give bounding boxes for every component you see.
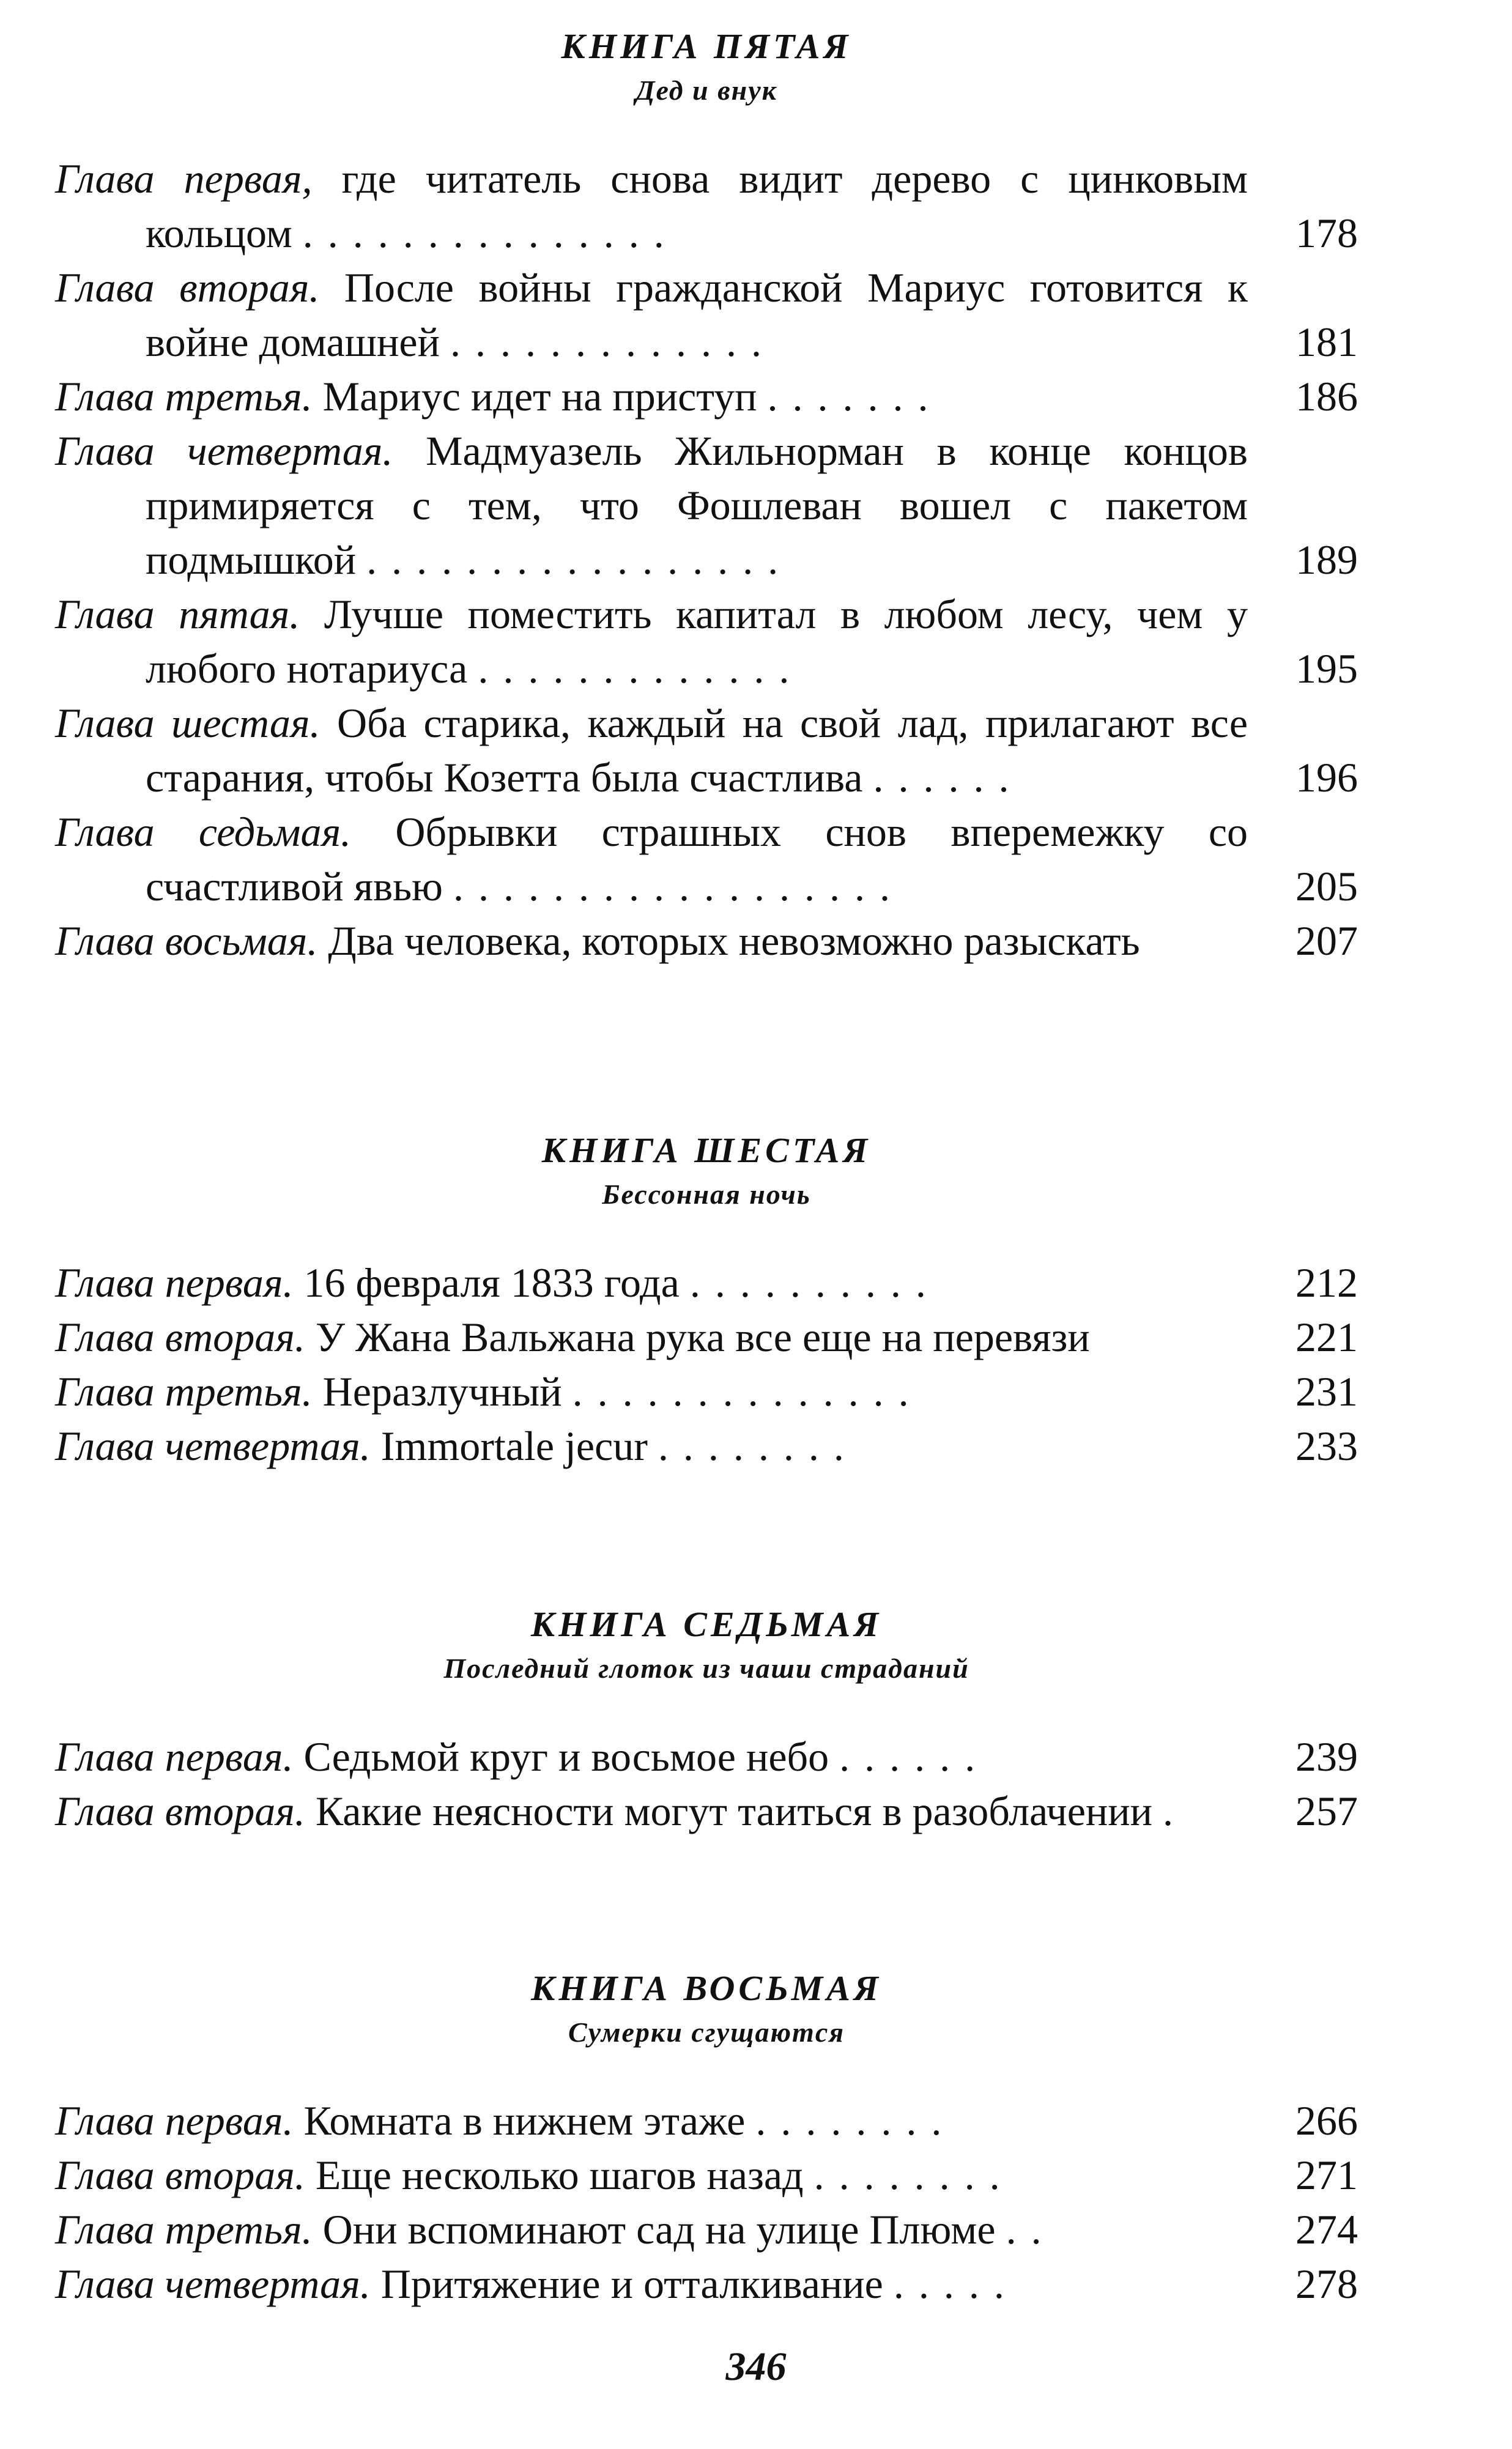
dot-leader: .. [1006,2206,1056,2253]
dot-leader: ..... [893,2261,1019,2307]
dot-leader: ............. [478,645,804,692]
chapter-title: Седьмой круг и восьмое небо [303,1733,829,1780]
toc-entry[interactable] [55,2257,1358,2311]
toc-entry[interactable] [55,696,1358,805]
dot-leader: ............... [302,210,679,256]
toc-entry[interactable] [55,424,1358,587]
toc-entry[interactable] [55,805,1358,914]
book-section-6 [55,1128,1358,1473]
chapter-title: где читатель снова видит дерево с цинковым кольцом [146,155,1248,256]
chapter-label: Глава вторая. [55,2152,305,2198]
book-section-7 [55,1602,1358,1839]
toc-entry[interactable] [55,1256,1358,1310]
dot-leader: ...... [839,1733,990,1780]
toc-entry[interactable] [55,1310,1358,1365]
chapter-label: Глава первая. [55,2097,294,2144]
dot-leader: ........ [755,2097,957,2144]
dot-leader: ...... [873,754,1024,801]
chapter-page-number: 205 [1295,863,1358,910]
chapter-label: Глава четвертая. [55,2261,371,2307]
chapter-title: Immortale jecur [380,1423,648,1469]
book-title: КНИГА ШЕСТАЯ [541,1130,872,1170]
chapter-title: Лучше поместить капитал в любом лесу, чем у любого нотариуса [146,591,1248,692]
chapter-label: Глава первая, [55,155,313,202]
page-number: 346 [725,2344,787,2389]
chapter-title: 16 февраля 1833 года [303,1259,680,1306]
chapter-title: Оба старика, каждый на свой лад, прилагают все старания, чтобы Козетта была счастлива [146,700,1248,801]
chapter-list [55,2094,1358,2311]
chapter-page-number: 196 [1295,754,1358,801]
chapter-title: Какие неясности могут таиться в разоблачении [315,1788,1153,1834]
chapter-page-number: 233 [1295,1423,1358,1469]
toc-entry[interactable] [55,1365,1358,1419]
chapter-page-number: 278 [1295,2261,1358,2307]
chapter-label: Глава вторая. [55,1314,305,1360]
toc-entry[interactable] [55,1419,1358,1473]
dot-leader: ....... [767,373,943,420]
chapter-page-number: 181 [1295,319,1358,365]
book-subtitle: Последний глоток из чаши страданий [443,1653,969,1684]
book-section-8 [55,1966,1358,2311]
toc-entry[interactable] [55,1730,1358,1784]
chapter-title: Неразлучный [322,1368,562,1415]
chapter-label: Глава третья. [55,373,313,420]
book-title: КНИГА ВОСЬМАЯ [531,1968,882,2008]
chapter-label: Глава четвертая. [55,1423,371,1469]
dot-leader: . [1163,1788,1188,1834]
chapter-label: Глава вторая. [55,1788,305,1834]
dot-leader: .............. [572,1368,924,1415]
chapter-title: Обрывки страшных снов вперемежку со счастливой явью [146,809,1248,910]
chapter-page-number: 221 [1295,1314,1358,1360]
chapter-label: Глава восьмая. [55,917,318,964]
toc-entry[interactable] [55,2203,1358,2257]
chapter-title: Притяжение и отталкивание [380,2261,883,2307]
chapter-page-number: 239 [1295,1733,1358,1780]
chapter-label: Глава третья. [55,1368,313,1415]
chapter-page-number: 178 [1295,210,1358,256]
chapter-page-number: 186 [1295,373,1358,420]
chapter-title: Еще несколько шагов назад [315,2152,804,2198]
chapter-label: Глава вторая. [55,264,320,311]
chapter-page-number: 207 [1295,917,1358,964]
chapter-page-number: 231 [1295,1368,1358,1415]
chapter-title: Комната в нижнем этаже [303,2097,746,2144]
chapter-label: Глава первая. [55,1259,294,1306]
chapter-label: Глава первая. [55,1733,294,1780]
toc-entry[interactable] [55,2094,1358,2148]
chapter-title: Два человека, которых невозможно разыскать [328,917,1140,964]
chapter-title: Они вспоминают сад на улице Плюме [322,2206,996,2253]
chapter-title: У Жана Вальжана рука все еще на перевязи [315,1314,1090,1360]
chapter-page-number: 271 [1295,2152,1358,2198]
toc-entry[interactable] [55,587,1358,696]
book-section-5 [55,24,1358,968]
dot-leader: ........ [813,2152,1015,2198]
chapter-label: Глава седьмая. [55,809,352,855]
book-title: КНИГА СЕДЬМАЯ [530,1604,883,1644]
book-subtitle: Дед и внук [636,75,777,106]
dot-leader: ................. [366,536,793,583]
dot-leader: .................. [453,863,905,910]
toc-entry[interactable] [55,369,1358,424]
chapter-label: Глава третья. [55,2206,313,2253]
chapter-page-number: 189 [1295,536,1358,583]
chapter-list [55,152,1358,968]
chapter-title: Мариус идет на приступ [322,373,757,420]
chapter-list [55,1256,1358,1473]
chapter-page-number: 257 [1295,1788,1358,1834]
toc-entry[interactable] [55,1784,1358,1839]
dot-leader: ............. [450,319,776,365]
book-subtitle: Бессонная ночь [602,1179,811,1210]
chapter-label: Глава пятая. [55,591,300,637]
chapter-title: После войны гражданской Мариус готовится к войне домашней [146,264,1248,365]
chapter-page-number: 195 [1295,645,1358,692]
dot-leader: .......... [689,1259,941,1306]
chapter-list [55,1730,1358,1839]
book-subtitle: Сумерки сгущаются [568,2017,845,2048]
toc-entry[interactable] [55,261,1358,369]
chapter-page-number: 266 [1295,2097,1358,2144]
toc-entry[interactable] [55,2148,1358,2203]
chapter-title: Мадмуазель Жильнорман в конце концов примиряется с тем, что Фошлеван вошел с пакетом подмышкой [146,428,1248,583]
toc-entry[interactable] [55,914,1358,968]
chapter-label: Глава шестая. [55,700,321,746]
chapter-page-number: 274 [1295,2206,1358,2253]
chapter-label: Глава четвертая. [55,428,393,474]
book-title: КНИГА ПЯТАЯ [561,26,852,66]
toc-entry[interactable] [55,152,1358,261]
dot-leader: ........ [658,1423,859,1469]
chapter-page-number: 212 [1295,1259,1358,1306]
